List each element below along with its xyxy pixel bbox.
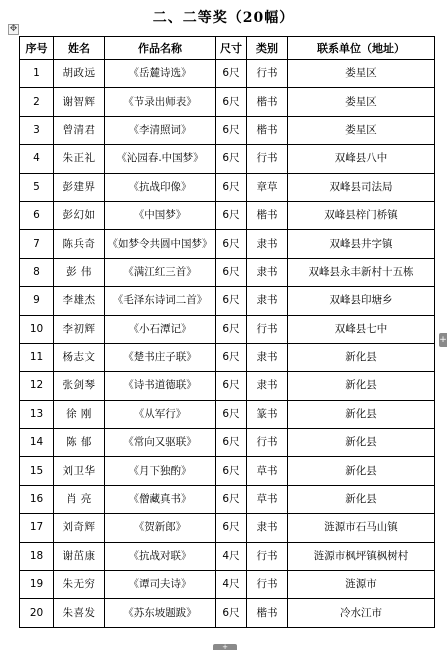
cell-size: 4尺 xyxy=(216,542,247,570)
cell-category: 行书 xyxy=(247,60,288,88)
cell-work-title: 《谭司夫诗》 xyxy=(105,571,216,599)
cell-name: 彭 伟 xyxy=(54,258,105,286)
cell-work-title: 《中国梦》 xyxy=(105,201,216,229)
table-row xyxy=(20,485,435,513)
cell-contact-unit: 双峰县司法局 xyxy=(288,173,435,201)
table-row xyxy=(20,542,435,570)
table-row xyxy=(20,145,435,173)
cell-category: 隶书 xyxy=(247,343,288,371)
cell-work-title: 《沁园春.中国梦》 xyxy=(105,145,216,173)
awards-table xyxy=(19,36,435,628)
cell-name: 陈 郁 xyxy=(54,429,105,457)
cell-work-title: 《楚书庄子联》 xyxy=(105,343,216,371)
cell-size: 6尺 xyxy=(216,315,247,343)
cell-index: 11 xyxy=(20,343,54,371)
cell-contact-unit: 双峰县梓门桥镇 xyxy=(288,201,435,229)
cell-category: 隶书 xyxy=(247,258,288,286)
cell-category: 隶书 xyxy=(247,514,288,542)
cell-category: 楷书 xyxy=(247,116,288,144)
cell-size: 6尺 xyxy=(216,88,247,116)
header-contact-unit: 联系单位（地址） xyxy=(288,37,435,60)
cell-category: 篆书 xyxy=(247,400,288,428)
header-size: 尺寸 xyxy=(216,37,247,60)
cell-index: 16 xyxy=(20,485,54,513)
cell-name: 彭建界 xyxy=(54,173,105,201)
table-row xyxy=(20,372,435,400)
cell-category: 行书 xyxy=(247,571,288,599)
cell-contact-unit: 新化县 xyxy=(288,485,435,513)
cell-index: 10 xyxy=(20,315,54,343)
plus-icon[interactable]: + xyxy=(439,335,447,345)
cell-contact-unit: 涟源市枫坪镇枫树村 xyxy=(288,542,435,570)
cell-name: 李初辉 xyxy=(54,315,105,343)
table-row xyxy=(20,88,435,116)
cell-category: 行书 xyxy=(247,315,288,343)
cell-size: 6尺 xyxy=(216,372,247,400)
cell-size: 6尺 xyxy=(216,429,247,457)
cell-name: 谢茁康 xyxy=(54,542,105,570)
cell-work-title: 《岳麓诗选》 xyxy=(105,60,216,88)
cell-work-title: 《常向又驱联》 xyxy=(105,429,216,457)
cell-contact-unit: 双峰县井字镇 xyxy=(288,230,435,258)
table-row xyxy=(20,429,435,457)
table-row xyxy=(20,400,435,428)
cell-category: 行书 xyxy=(247,145,288,173)
cell-name: 朱无穷 xyxy=(54,571,105,599)
cell-size: 6尺 xyxy=(216,258,247,286)
cell-work-title: 《贺新郎》 xyxy=(105,514,216,542)
cell-size: 6尺 xyxy=(216,287,247,315)
cell-size: 6尺 xyxy=(216,173,247,201)
cell-category: 隶书 xyxy=(247,287,288,315)
cell-contact-unit: 双峰县印塘乡 xyxy=(288,287,435,315)
cell-name: 张剑琴 xyxy=(54,372,105,400)
cell-size: 6尺 xyxy=(216,485,247,513)
cell-work-title: 《小石潭记》 xyxy=(105,315,216,343)
table-row xyxy=(20,258,435,286)
cell-contact-unit: 涟源市 xyxy=(288,571,435,599)
cell-contact-unit: 新化县 xyxy=(288,372,435,400)
cell-name: 曾清君 xyxy=(54,116,105,144)
table-row xyxy=(20,315,435,343)
cell-size: 6尺 xyxy=(216,230,247,258)
cell-index: 2 xyxy=(20,88,54,116)
cell-index: 17 xyxy=(20,514,54,542)
cell-size: 6尺 xyxy=(216,60,247,88)
cell-name: 刘卫华 xyxy=(54,457,105,485)
cell-name: 朱正礼 xyxy=(54,145,105,173)
table-row xyxy=(20,173,435,201)
cell-contact-unit: 冷水江市 xyxy=(288,599,435,627)
cell-size: 6尺 xyxy=(216,599,247,627)
cell-work-title: 《抗战印像》 xyxy=(105,173,216,201)
table-row xyxy=(20,230,435,258)
cell-size: 6尺 xyxy=(216,457,247,485)
cell-size: 4尺 xyxy=(216,571,247,599)
table-row xyxy=(20,599,435,627)
cell-name: 朱喜发 xyxy=(54,599,105,627)
cell-work-title: 《如梦令共圆中国梦》 xyxy=(105,230,216,258)
cell-contact-unit: 双峰县七中 xyxy=(288,315,435,343)
cell-category: 楷书 xyxy=(247,599,288,627)
cell-contact-unit: 娄星区 xyxy=(288,88,435,116)
cell-work-title: 《抗战对联》 xyxy=(105,542,216,570)
cell-size: 6尺 xyxy=(216,514,247,542)
header-category: 类别 xyxy=(247,37,288,60)
cell-category: 行书 xyxy=(247,542,288,570)
cell-work-title: 《诗书道德联》 xyxy=(105,372,216,400)
cell-contact-unit: 娄星区 xyxy=(288,60,435,88)
table-row xyxy=(20,60,435,88)
cell-name: 陈兵奇 xyxy=(54,230,105,258)
table-header-row xyxy=(20,37,435,60)
cell-category: 楷书 xyxy=(247,201,288,229)
cell-work-title: 《僧藏真书》 xyxy=(105,485,216,513)
cell-index: 13 xyxy=(20,400,54,428)
cell-name: 彭幻如 xyxy=(54,201,105,229)
cell-contact-unit: 双峰县永丰新村十五栋 xyxy=(288,258,435,286)
plus-icon[interactable]: + xyxy=(213,644,237,650)
cell-contact-unit: 娄星区 xyxy=(288,116,435,144)
cell-index: 1 xyxy=(20,60,54,88)
cell-name: 肖 亮 xyxy=(54,485,105,513)
cell-index: 12 xyxy=(20,372,54,400)
cell-work-title: 《李清照词》 xyxy=(105,116,216,144)
cell-name: 胡政远 xyxy=(54,60,105,88)
cell-work-title: 《从军行》 xyxy=(105,400,216,428)
cell-size: 6尺 xyxy=(216,116,247,144)
cell-contact-unit: 新化县 xyxy=(288,429,435,457)
table-row xyxy=(20,514,435,542)
table-row xyxy=(20,116,435,144)
cell-size: 6尺 xyxy=(216,343,247,371)
cell-contact-unit: 新化县 xyxy=(288,343,435,371)
cell-work-title: 《月下独酌》 xyxy=(105,457,216,485)
cell-index: 19 xyxy=(20,571,54,599)
cell-index: 7 xyxy=(20,230,54,258)
cell-index: 8 xyxy=(20,258,54,286)
cell-category: 隶书 xyxy=(247,372,288,400)
cell-name: 徐 刚 xyxy=(54,400,105,428)
header-name: 姓名 xyxy=(54,37,105,60)
cell-category: 草书 xyxy=(247,457,288,485)
cell-name: 李雄杰 xyxy=(54,287,105,315)
cell-category: 行书 xyxy=(247,429,288,457)
cell-index: 15 xyxy=(20,457,54,485)
table-row xyxy=(20,287,435,315)
table-row xyxy=(20,343,435,371)
cell-category: 隶书 xyxy=(247,230,288,258)
cell-size: 6尺 xyxy=(216,201,247,229)
move-arrows-icon[interactable]: ✥ xyxy=(9,24,18,34)
table-row xyxy=(20,457,435,485)
cell-category: 草书 xyxy=(247,485,288,513)
cell-contact-unit: 新化县 xyxy=(288,400,435,428)
cell-size: 6尺 xyxy=(216,400,247,428)
cell-contact-unit: 涟源市石马山镇 xyxy=(288,514,435,542)
table-row xyxy=(20,571,435,599)
header-index: 序号 xyxy=(20,37,54,60)
cell-work-title: 《毛泽东诗词二首》 xyxy=(105,287,216,315)
cell-index: 9 xyxy=(20,287,54,315)
table-row xyxy=(20,201,435,229)
cell-contact-unit: 双峰县八中 xyxy=(288,145,435,173)
cell-index: 14 xyxy=(20,429,54,457)
cell-size: 6尺 xyxy=(216,145,247,173)
cell-index: 4 xyxy=(20,145,54,173)
cell-name: 刘奇辉 xyxy=(54,514,105,542)
header-work-title: 作品名称 xyxy=(105,37,216,60)
cell-index: 5 xyxy=(20,173,54,201)
cell-index: 3 xyxy=(20,116,54,144)
cell-work-title: 《节录出师表》 xyxy=(105,88,216,116)
cell-category: 楷书 xyxy=(247,88,288,116)
cell-work-title: 《满江红三首》 xyxy=(105,258,216,286)
cell-index: 20 xyxy=(20,599,54,627)
cell-name: 杨志文 xyxy=(54,343,105,371)
cell-index: 6 xyxy=(20,201,54,229)
cell-contact-unit: 新化县 xyxy=(288,457,435,485)
cell-index: 18 xyxy=(20,542,54,570)
cell-category: 章草 xyxy=(247,173,288,201)
cell-name: 谢智辉 xyxy=(54,88,105,116)
document-title: 二、二等奖（20幅） xyxy=(152,10,295,26)
cell-work-title: 《苏东坡题跋》 xyxy=(105,599,216,627)
